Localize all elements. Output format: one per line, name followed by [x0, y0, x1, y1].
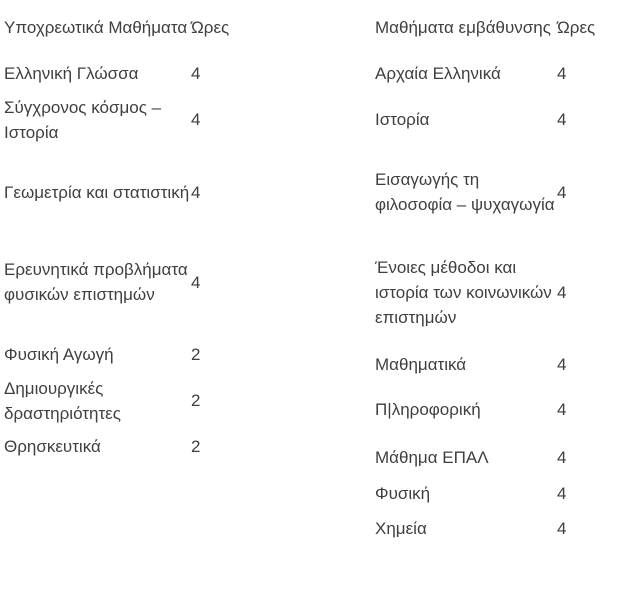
hours-cell: 4: [191, 110, 201, 129]
subject-cell: Ιστορία: [375, 110, 430, 129]
elective-subjects-table: [375, 0, 620, 547]
hours-cell: 4: [557, 110, 567, 129]
subject-cell: Π|ληροφορική: [375, 400, 481, 419]
hours-cell: 2: [191, 437, 201, 456]
subject-cell: Ένοιες μέθοδοι και ιστορία των κοινωνικών επιστημών: [375, 257, 552, 327]
hours-cell: 4: [557, 447, 567, 467]
table-row: [375, 237, 620, 347]
hours-header: Ώρες: [557, 18, 596, 37]
table-row: [4, 237, 299, 327]
table-header: [375, 0, 620, 55]
subject-cell: Δημιουργικές δραστηριότητες: [4, 378, 121, 423]
hours-cell: 4: [557, 182, 567, 202]
subject-cell: Ερευνητικά προβλήματα φυσικών επιστημών: [4, 260, 188, 304]
table-row: [4, 378, 299, 423]
hours-cell: 4: [191, 272, 201, 292]
table-row: [375, 510, 620, 547]
subject-cell: Εισαγωγής τη φιλοσοφία – ψυχαγωγία: [375, 170, 555, 214]
hours-cell: 4: [557, 64, 567, 83]
table-row: [4, 147, 299, 237]
subject-cell: Φυσική Αγωγή: [4, 345, 114, 364]
table-row: [4, 327, 299, 382]
subject-header: Υποχρεωτικά Μαθήματα: [4, 18, 188, 37]
table-row: [375, 437, 620, 477]
table-row: [375, 55, 620, 92]
hours-cell: 4: [557, 355, 567, 374]
table-row: [375, 477, 620, 510]
table-row: [4, 92, 299, 147]
table-row: [375, 347, 620, 382]
table-header: [4, 0, 299, 55]
hours-cell: 2: [191, 345, 201, 364]
subject-cell: Αρχαία Ελληνικά: [375, 64, 501, 83]
subject-cell: Θρησκευτικά: [4, 437, 101, 456]
hours-cell: 4: [191, 64, 201, 83]
table-row: [375, 382, 620, 437]
hours-cell: 4: [557, 484, 567, 503]
subject-cell: Ελληνική Γλώσσα: [4, 64, 139, 83]
subject-header: Μαθήματα εμβάθυνσης: [375, 18, 551, 37]
subject-cell: Χημεία: [375, 519, 427, 538]
compulsory-subjects-table: [4, 0, 299, 474]
hours-cell: 4: [557, 400, 567, 419]
table-row: [4, 419, 299, 474]
table-row: [375, 92, 620, 147]
subject-cell: Γεωμετρία και στατιστική: [4, 182, 190, 202]
hours-cell: 4: [557, 519, 567, 538]
table-row: [4, 55, 299, 92]
hours-header: Ώρες: [191, 18, 230, 37]
table-row: [375, 147, 620, 237]
hours-cell: 4: [557, 282, 567, 302]
subject-cell: Μαθηματικά: [375, 355, 467, 374]
subject-cell: Σύγχρονος κόσμος – Ιστορία: [4, 97, 162, 142]
subject-cell: Μάθημα ΕΠΑΛ: [375, 447, 489, 467]
hours-cell: 2: [191, 391, 201, 410]
subject-cell: Φυσική: [375, 484, 431, 503]
hours-cell: 4: [191, 182, 201, 202]
